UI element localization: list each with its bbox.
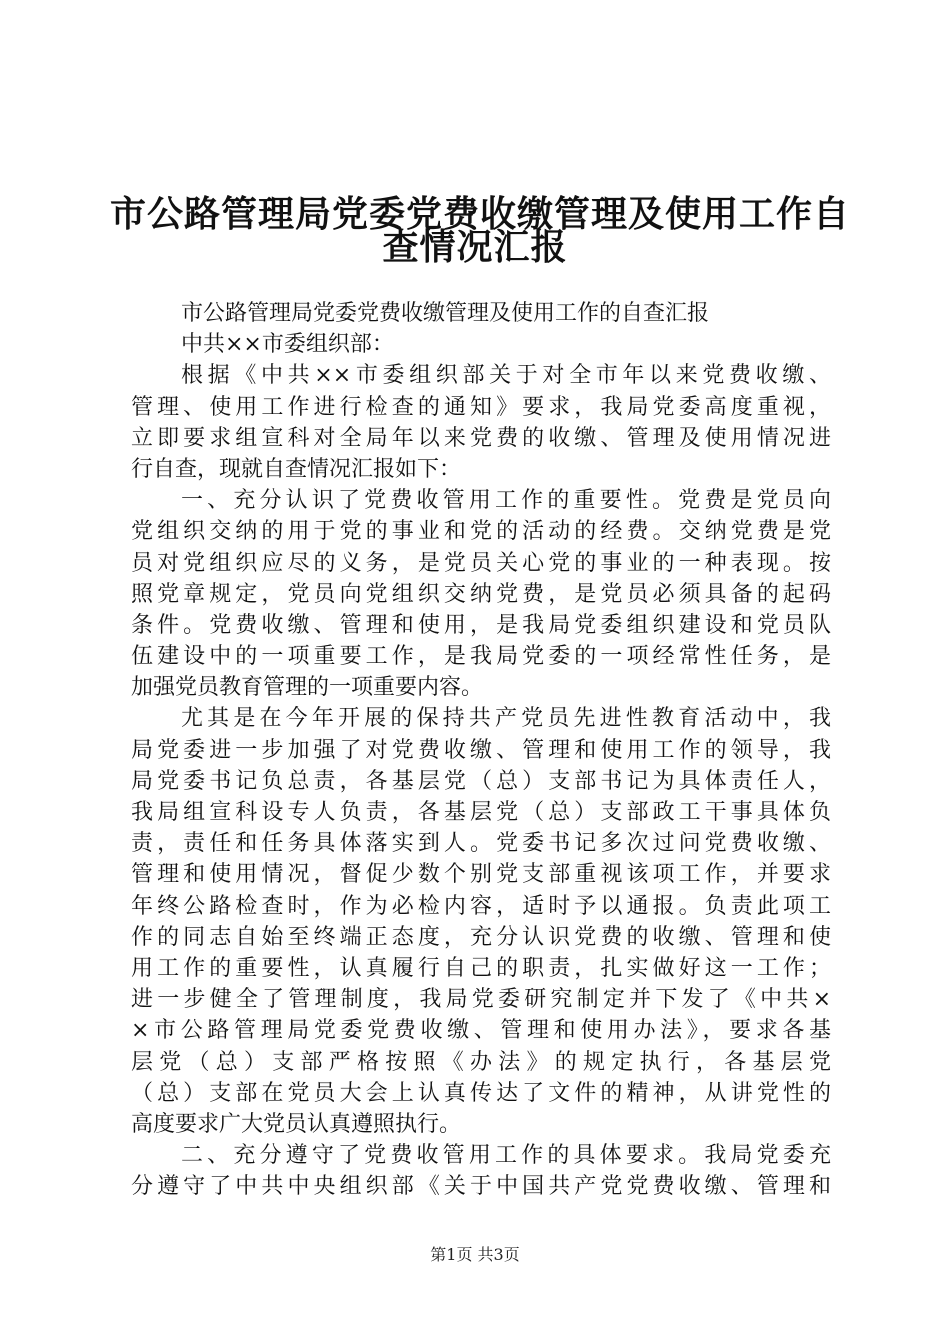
body-line: 进一步健全了管理制度，我局党委研究制定并下发了《中共× [131,987,831,1013]
body-line: 作的同志自始至终端正态度，充分认识党费的收缴、管理和使 [131,924,831,950]
body-line: 分遵守了中共中央组织部《关于中国共产党党费收缴、管理和 [131,1174,831,1200]
body-line: 管理和使用情况，督促少数个别党支部重视该项工作，并要求 [131,862,831,888]
body-line: 党组织交纳的用于党的事业和党的活动的经费。交纳党费是党 [131,519,831,545]
body-line: （总）支部在党员大会上认真传达了文件的精神，从讲党性的 [131,1080,831,1106]
body-line: 管理、使用工作进行检查的通知》要求，我局党委高度重视， [131,394,831,420]
document-title-line-2: 查情况汇报 [382,227,568,268]
body-line: 员对党组织应尽的义务，是党员关心党的事业的一种表现。按 [131,550,831,576]
body-line: 根据《中共××市委组织部关于对全市年以来党费收缴、 [181,363,831,389]
document-title-line-1: 市公路管理局党委党费收缴管理及使用工作自 [110,194,851,235]
body-line: 照党章规定，党员向党组织交纳党费，是党员必须具备的起码 [131,581,831,607]
body-line: 一、充分认识了党费收管用工作的重要性。党费是党员向 [181,488,831,514]
body-line: 我局组宣科设专人负责，各基层党（总）支部政工干事具体负 [131,800,831,825]
body-line: 高度要求广大党员认真遵照执行。 [131,1111,462,1137]
body-line: 行自查，现就自查情况汇报如下： [131,456,462,482]
body-line: 伍建设中的一项重要工作，是我局党委的一项经常性任务，是 [131,644,831,670]
document-body [131,298,831,1202]
body-line: 责，责任和任务具体落实到人。党委书记多次过问党费收缴、 [131,831,831,857]
page-number-footer: 第1页 共3页 [430,1245,520,1264]
body-line: 尤其是在今年开展的保持共产党员先进性教育活动中，我 [181,706,831,732]
body-line: 条件。党费收缴、管理和使用，是我局党委组织建设和党员队 [131,612,831,638]
body-line: 年终公路检查时，作为必检内容，适时予以通报。负责此项工 [131,893,831,919]
body-line: ×市公路管理局党委党费收缴、管理和使用办法》，要求各基 [131,1018,831,1044]
body-line: 市公路管理局党委党费收缴管理及使用工作的自查汇报 [181,301,710,326]
body-line: 加强党员教育管理的一项重要内容。 [131,675,484,701]
body-line: 局党委书记负总责，各基层党（总）支部书记为具体责任人， [131,768,831,794]
body-line: 用工作的重要性，认真履行自己的职责，扎实做好这一工作； [131,955,831,981]
body-line: 立即要求组宣科对全局年以来党费的收缴、管理及使用情况进 [131,425,831,451]
body-line: 层党（总）支部严格按照《办法》的规定执行，各基层党 [131,1049,831,1075]
body-line: 中共××市委组织部： [181,332,394,358]
body-line: 二、充分遵守了党费收管用工作的具体要求。我局党委充 [181,1143,831,1169]
body-line: 局党委进一步加强了对党费收缴、管理和使用工作的领导，我 [131,737,831,763]
